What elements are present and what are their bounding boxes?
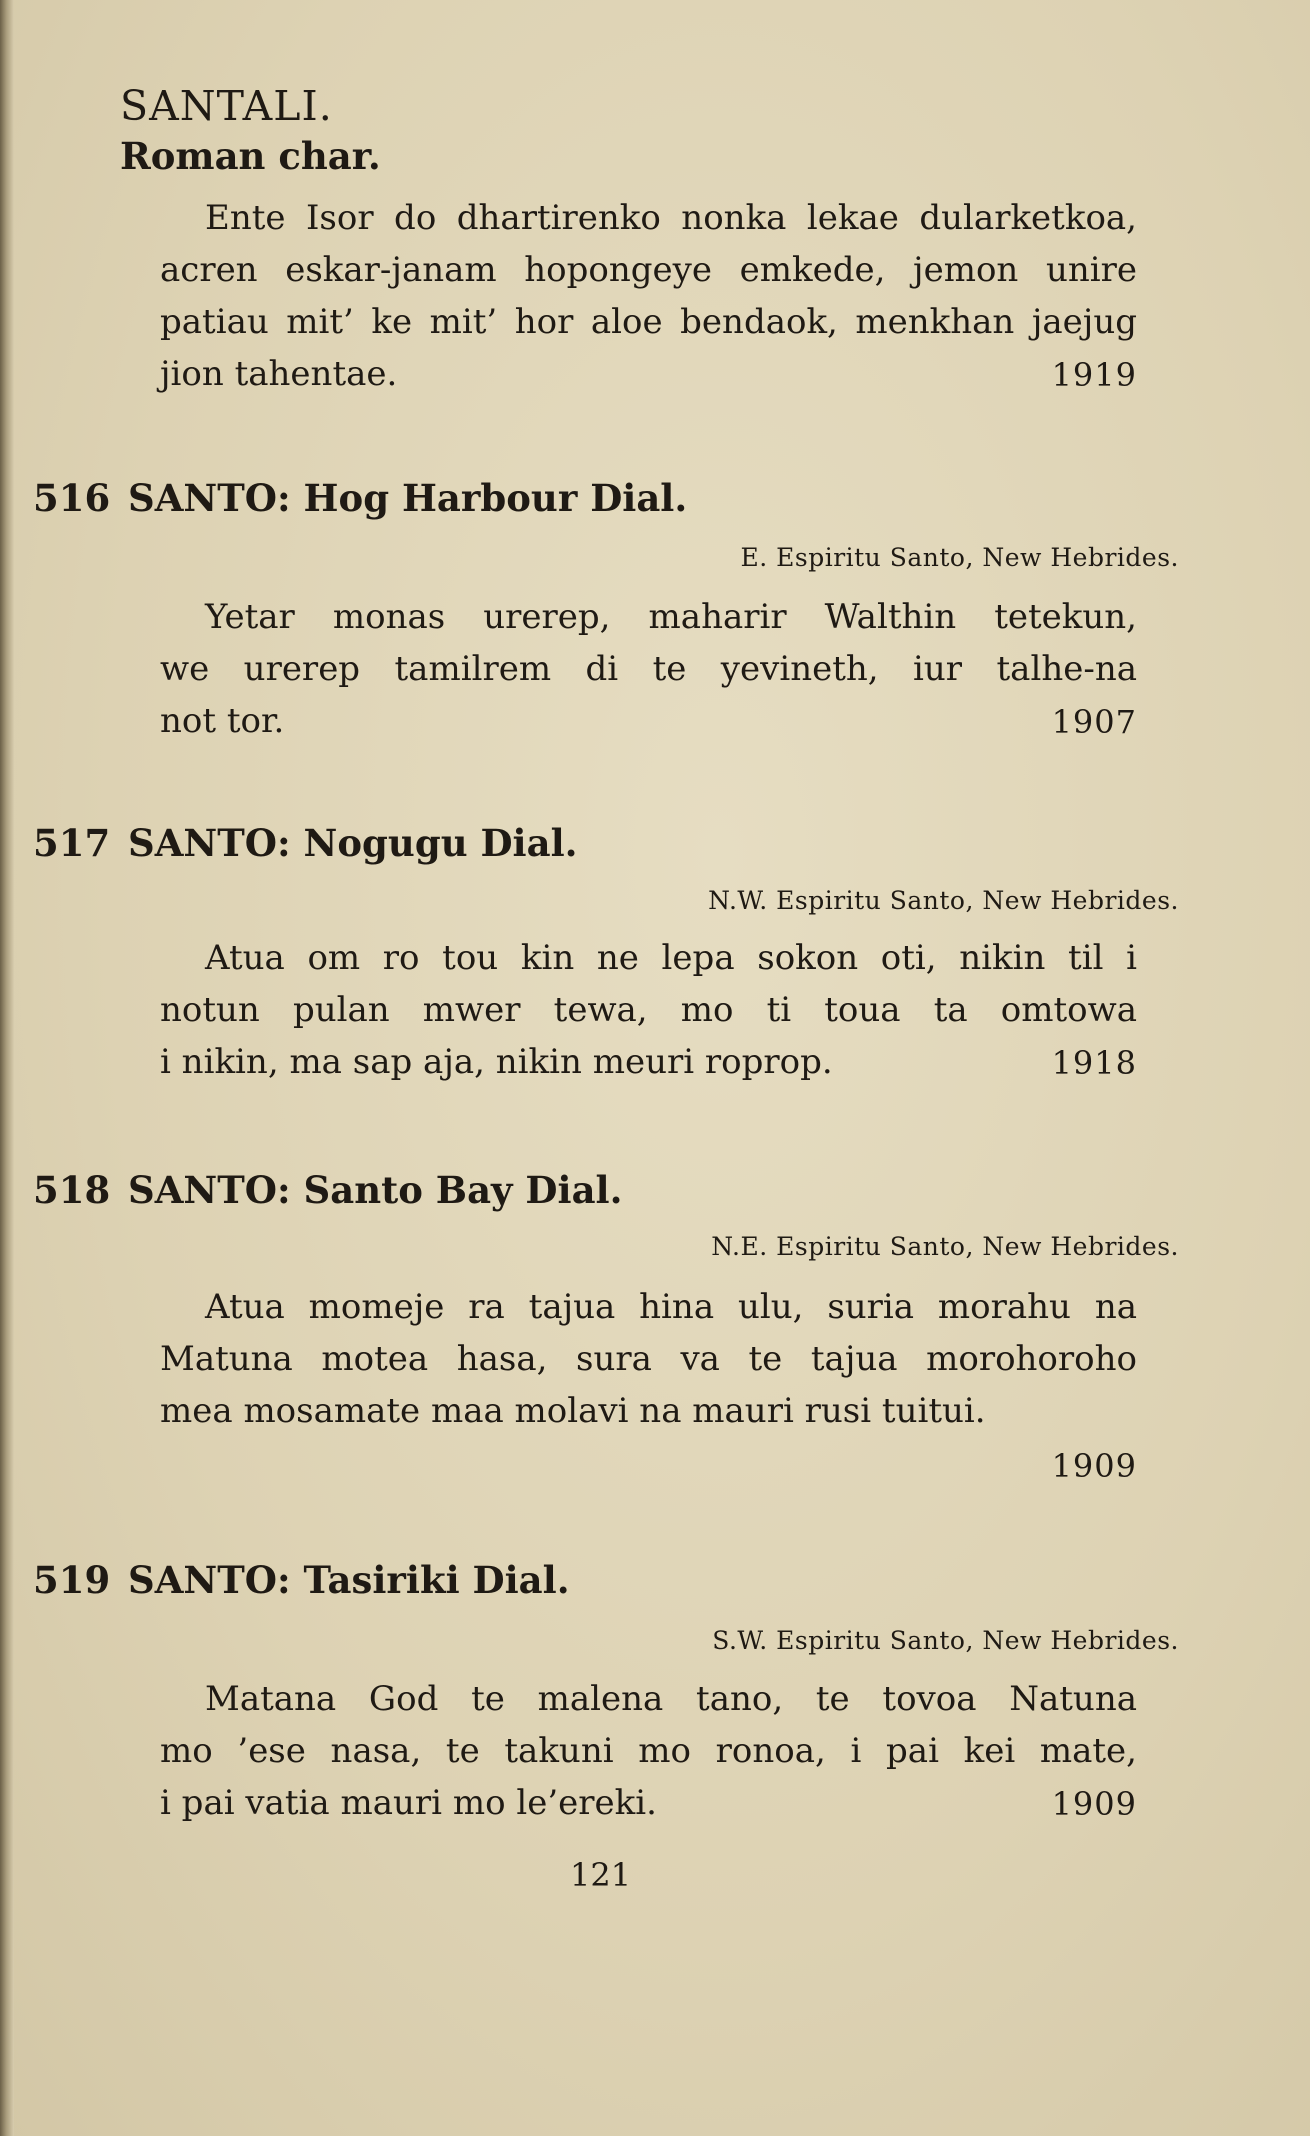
entry-title: SANTO: Santo Bay Dial. (128, 1168, 623, 1212)
text-line: mea mosamate maa molavi na mauri rusi tuitui. (160, 1391, 986, 1431)
entry-heading (33, 1558, 570, 1602)
page-binding-edge (0, 0, 14, 2136)
text-line: Atua om ro tou kin ne lepa sokon oti, nikin til i (205, 938, 1137, 978)
text-line: i pai vatia mauri mo le’ereki. (160, 1783, 657, 1823)
text-line: patiau mit’ ke mit’ hor aloe bendaok, menkhan jaejug (160, 302, 1137, 342)
text-line: Ente Isor do dhartirenko nonka lekae dularketkoa, (205, 198, 1137, 238)
year: 1918 (1051, 1044, 1137, 1082)
text-line: Matuna motea hasa, sura va te tajua morohoroho (160, 1339, 1137, 1379)
text-line: notun pulan mwer tewa, mo ti toua ta omtowa (160, 990, 1137, 1030)
text-line: jion tahentae. (160, 354, 398, 394)
section-title: SANTALI. (120, 82, 333, 130)
year: 1909 (1051, 1785, 1137, 1823)
text-line: i nikin, ma sap aja, nikin meuri roprop. (160, 1042, 833, 1082)
entry-place: E. Espiritu Santo, New Hebrides. (740, 543, 1179, 572)
entry-heading (33, 476, 687, 520)
entry-number: 519 (33, 1558, 111, 1602)
year: 1909 (1051, 1447, 1137, 1485)
entry-heading (33, 1168, 622, 1212)
year: 1907 (1051, 703, 1137, 741)
entry-title: SANTO: Tasiriki Dial. (128, 1558, 570, 1602)
entry-title: SANTO: Nogugu Dial. (128, 821, 578, 865)
year: 1919 (1051, 356, 1137, 394)
page-number: 121 (570, 1856, 632, 1894)
entry-number: 517 (33, 821, 111, 865)
text-line: Yetar monas urerep, maharir Walthin tetekun, (205, 597, 1137, 637)
text-line: acren eskar-janam hopongeye emkede, jemon unire (160, 250, 1137, 290)
text-line: not tor. (160, 701, 285, 741)
text-line: Atua momeje ra tajua hina ulu, suria morahu na (205, 1287, 1137, 1327)
entry-place: N.E. Espiritu Santo, New Hebrides. (711, 1232, 1179, 1261)
text-line: mo ’ese nasa, te takuni mo ronoa, i pai kei mate, (160, 1731, 1137, 1771)
script-subtitle: Roman char. (120, 134, 381, 178)
text-line: Matana God te malena tano, te tovoa Natuna (205, 1679, 1137, 1719)
entry-number: 516 (33, 476, 111, 520)
entry-place: S.W. Espiritu Santo, New Hebrides. (712, 1626, 1179, 1655)
entry-place: N.W. Espiritu Santo, New Hebrides. (708, 886, 1179, 915)
entry-number: 518 (33, 1168, 111, 1212)
text-line: we urerep tamilrem di te yevineth, iur talhe-na (160, 649, 1137, 689)
entry-heading (33, 821, 578, 865)
entry-title: SANTO: Hog Harbour Dial. (128, 476, 688, 520)
